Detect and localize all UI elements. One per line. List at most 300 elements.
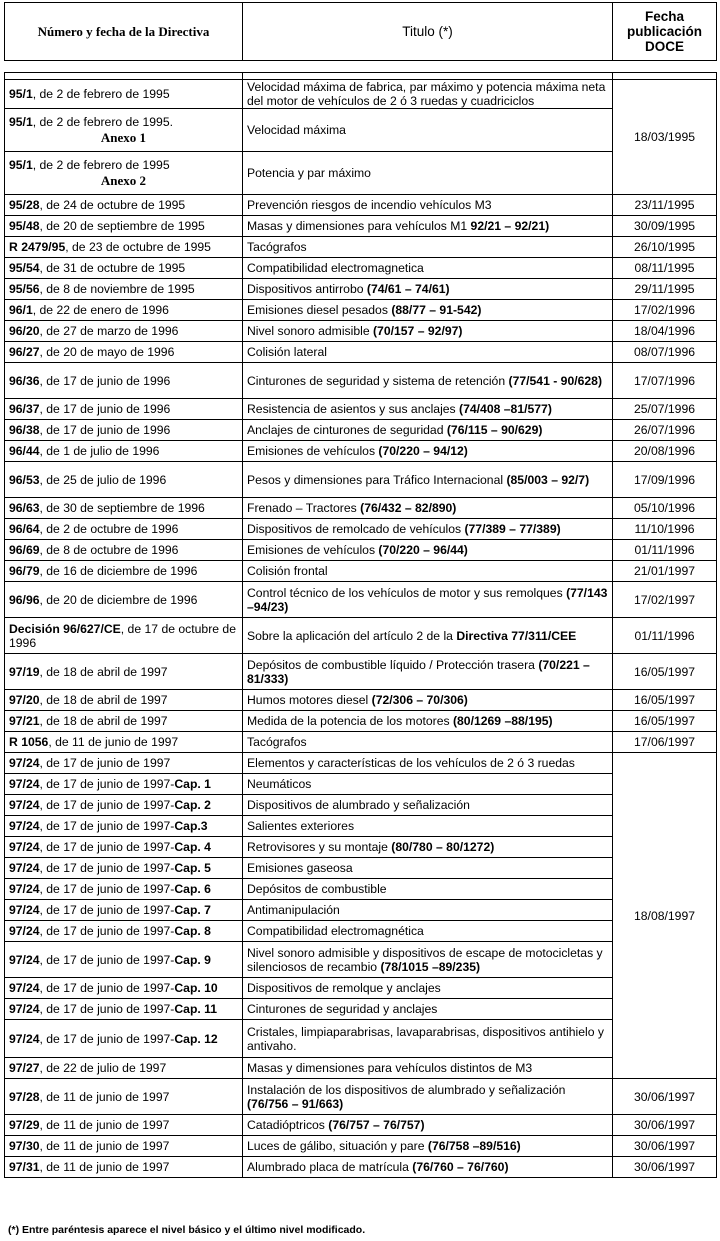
- directive-number: Cap. 6: [174, 882, 211, 896]
- directive-title-text: Elementos y características de los vehículos de 2 ó 3 ruedas: [247, 756, 575, 770]
- directive-title-cell: [243, 732, 613, 753]
- directive-title-cell: [243, 774, 613, 795]
- table-row: [5, 753, 717, 774]
- directive-date-text: , de 17 de junio de 1997-: [39, 1031, 175, 1046]
- directive-number: 97/27: [9, 1061, 40, 1075]
- publication-date-cell: 29/11/1995: [613, 279, 717, 300]
- directive-reference-range: (72/306 – 70/306): [371, 693, 468, 707]
- table-row: [5, 399, 717, 420]
- table-row: [5, 1020, 717, 1058]
- directives-table: [4, 72, 717, 1178]
- directive-reference-range: (70/221 – 81/333): [247, 657, 590, 686]
- directive-number-cell: [5, 732, 243, 753]
- directive-reference-range: (70/220 – 94/12): [378, 444, 468, 458]
- directive-number: 97/24: [9, 924, 40, 938]
- directive-title-cell: [243, 816, 613, 837]
- directive-date-text: , de 11 de junio de 1997: [39, 1118, 170, 1132]
- directive-date-text: , de 25 de julio de 1996: [39, 472, 167, 487]
- directive-number: 95/1: [9, 87, 33, 101]
- annex-label: Anexo 2: [100, 172, 147, 188]
- directive-number-cell: [5, 816, 243, 837]
- publication-date-cell: 26/07/1996: [613, 420, 717, 441]
- publication-date-cell: 21/01/1997: [613, 561, 717, 582]
- table-row: [5, 300, 717, 321]
- directive-date-text: , de 11 de junio de 1997: [39, 1139, 170, 1153]
- table-row: [5, 321, 717, 342]
- table-row: [5, 942, 717, 978]
- directive-number-cell: [5, 519, 243, 540]
- directive-date-text: , de 17 de junio de 1997-: [39, 924, 175, 938]
- directive-reference-range: (80/1269 –88/195): [452, 714, 553, 728]
- publication-date-cell: 17/02/1997: [613, 582, 717, 618]
- directive-date-text: , de 17 de octubre de 1996: [9, 621, 236, 650]
- directive-title-cell: [243, 80, 613, 109]
- directive-number: 96/96: [9, 592, 40, 607]
- directive-reference-range: (77/541 - 90/628): [508, 373, 603, 388]
- directive-date-text: , de 17 de junio de 1997-: [39, 952, 175, 967]
- directive-title-cell: [243, 978, 613, 999]
- directive-title-cell: [243, 561, 613, 582]
- table-row: [5, 342, 717, 363]
- directive-title-text: Salientes exteriores: [247, 819, 355, 833]
- directive-title-text: Antimanipulación: [247, 903, 340, 917]
- column-header-title: Titulo (*): [243, 3, 613, 61]
- table-row: [5, 654, 717, 690]
- directive-title-cell: [243, 618, 613, 654]
- directive-number: 96/37: [9, 402, 40, 416]
- directive-number: 97/28: [9, 1089, 40, 1104]
- directive-date-text: , de 2 de febrero de 1995: [32, 87, 170, 101]
- directive-title-cell: [243, 300, 613, 321]
- directive-title-text: Depósitos de combustible: [247, 882, 387, 896]
- directive-title-text: Masas y dimensiones para vehículos distintos de M3: [247, 1061, 533, 1075]
- table-row: [5, 80, 717, 109]
- directive-number: Cap. 9: [174, 952, 211, 967]
- directive-title-text: Humos motores diesel: [247, 693, 372, 707]
- table-row: [5, 582, 717, 618]
- directive-title-cell: [243, 420, 613, 441]
- directive-number: 96/20: [9, 324, 40, 338]
- directive-number: 96/44: [9, 444, 40, 458]
- directive-date-text: , de 11 de junio de 1997: [39, 1089, 170, 1104]
- publication-date-cell: 08/11/1995: [613, 258, 717, 279]
- publication-date-cell: 01/11/1996: [613, 540, 717, 561]
- directive-date-text: , de 8 de noviembre de 1995: [39, 282, 195, 296]
- publication-date-cell: 30/09/1995: [613, 216, 717, 237]
- table-row: [5, 774, 717, 795]
- directive-number: 97/24: [9, 1002, 40, 1016]
- directive-number: 97/24: [9, 981, 40, 995]
- directive-title-cell: [243, 654, 613, 690]
- directive-number: 97/24: [9, 1031, 40, 1046]
- column-header-publication-date: [613, 3, 717, 61]
- directive-date-text: , de 17 de junio de 1997-: [39, 882, 175, 896]
- directive-title-text: Colisión frontal: [247, 564, 328, 578]
- directive-number: Cap.3: [174, 819, 208, 833]
- publication-date-cell: 20/08/1996: [613, 441, 717, 462]
- directive-title-text: Frenado – Tractores: [247, 501, 361, 515]
- table-row: [5, 441, 717, 462]
- directive-number-cell: [5, 300, 243, 321]
- directive-title-cell: [243, 711, 613, 732]
- directive-number-cell: [5, 921, 243, 942]
- publication-date-cell: 16/05/1997: [613, 711, 717, 732]
- footnote: (*) Entre paréntesis aparece el nivel básico y el último nivel modificado.: [8, 1224, 366, 1236]
- directive-title-cell: [243, 1020, 613, 1058]
- directive-number: 97/24: [9, 903, 40, 917]
- publication-date-cell: 18/08/1997: [613, 753, 717, 1079]
- directive-title-cell: [243, 942, 613, 978]
- directive-date-text: , de 17 de junio de 1997-: [39, 819, 175, 833]
- table-row: [5, 978, 717, 999]
- directive-number: 95/54: [9, 261, 40, 275]
- table-row: [5, 109, 717, 152]
- directive-number: 96/53: [9, 472, 40, 487]
- directive-number-cell: [5, 978, 243, 999]
- directive-number-cell: [5, 690, 243, 711]
- directive-date-text: , de 20 de mayo de 1996: [39, 345, 175, 359]
- directive-title-cell: [243, 363, 613, 399]
- directive-date-text: , de 30 de septiembre de 1996: [39, 501, 205, 515]
- directive-number: 96/63: [9, 501, 40, 515]
- publication-date-cell: 25/07/1996: [613, 399, 717, 420]
- directive-number-cell: [5, 582, 243, 618]
- publication-date-cell: 30/06/1997: [613, 1115, 717, 1136]
- directive-title-cell: [243, 795, 613, 816]
- directive-title-text: Luces de gálibo, situación y pare: [247, 1139, 428, 1153]
- directive-reference-range: (76/756 – 91/663): [247, 1096, 344, 1111]
- directive-number-cell: [5, 753, 243, 774]
- directive-reference-range: (76/758 –89/516): [427, 1139, 521, 1153]
- directive-title-cell: [243, 858, 613, 879]
- table-row: [5, 561, 717, 582]
- directive-date-text: , de 8 de octubre de 1996: [39, 543, 179, 557]
- directive-number-cell: [5, 795, 243, 816]
- table-row: [5, 1115, 717, 1136]
- directive-date-text: , de 17 de junio de 1996: [39, 373, 171, 388]
- publication-date-cell: 16/05/1997: [613, 690, 717, 711]
- directive-title-text: Dispositivos antirrobo: [247, 282, 367, 296]
- directive-date-text: , de 18 de abril de 1997: [39, 714, 168, 728]
- directive-date-text: , de 17 de junio de 1996: [39, 423, 171, 437]
- directive-number-cell: [5, 1157, 243, 1178]
- table-row: [5, 690, 717, 711]
- directive-number-cell: [5, 837, 243, 858]
- directive-number-cell: [5, 540, 243, 561]
- directive-title-text: Medida de la potencia de los motores: [247, 714, 453, 728]
- directive-number-cell: [5, 152, 243, 195]
- directive-title-cell: [243, 152, 613, 195]
- directive-title-cell: [243, 441, 613, 462]
- column-header-publication-date-line2: publicación: [626, 24, 702, 39]
- directive-number: 97/24: [9, 840, 40, 854]
- directive-title-cell: [243, 690, 613, 711]
- table-row: [5, 498, 717, 519]
- directive-date-text: , de 18 de abril de 1997: [39, 664, 168, 679]
- directive-title-text: Anclajes de cinturones de seguridad: [247, 423, 447, 437]
- directive-reference-range: (74/61 – 74/61): [366, 282, 450, 296]
- directive-title-text: Emisiones diesel pesados: [247, 303, 392, 317]
- directive-title-cell: [243, 1136, 613, 1157]
- directive-number: 96/79: [9, 564, 40, 578]
- directive-title-cell: [243, 921, 613, 942]
- directive-number: Cap. 7: [174, 903, 211, 917]
- table-row: [5, 1079, 717, 1115]
- directive-date-text: , de 11 de junio de 1997: [48, 735, 179, 749]
- directive-date-text: , de 16 de diciembre de 1996: [39, 564, 198, 578]
- directive-reference-range: (78/1015 –89/235): [380, 959, 481, 974]
- table-row: [5, 858, 717, 879]
- publication-date-cell: 30/06/1997: [613, 1157, 717, 1178]
- column-header-publication-date-line1: Fecha: [644, 9, 685, 24]
- directive-title-text: Velocidad máxima de fabrica, par máximo y potencia máxima neta del motor de vehículos de 2 ó 3 ruedas y cuadriciclos: [247, 80, 606, 108]
- directive-reference-range: (70/220 – 96/44): [378, 543, 468, 557]
- directive-title-cell: [243, 399, 613, 420]
- directive-number: 97/19: [9, 664, 40, 679]
- column-header-publication-date-line3: DOCE: [644, 39, 684, 54]
- directive-reference-range: (76/757 – 76/757): [328, 1118, 425, 1132]
- directive-date-text: , de 23 de octubre de 1995: [65, 240, 211, 254]
- annex-label: Anexo 1: [100, 129, 147, 145]
- directive-number: 96/38: [9, 423, 40, 437]
- directive-number-cell: [5, 1058, 243, 1079]
- directive-title-cell: [243, 216, 613, 237]
- directive-title-cell: [243, 519, 613, 540]
- directive-number: 96/36: [9, 373, 40, 388]
- directive-number: Cap. 8: [174, 924, 211, 938]
- directive-date-text: , de 17 de junio de 1997-: [39, 1002, 175, 1016]
- directive-number-cell: [5, 618, 243, 654]
- directive-date-text: , de 17 de junio de 1997-: [39, 861, 175, 875]
- table-row: [5, 618, 717, 654]
- directive-title-cell: [243, 498, 613, 519]
- directive-date-text: , de 22 de julio de 1997: [39, 1061, 167, 1075]
- directive-date-text: , de 2 de febrero de 1995.: [32, 114, 173, 129]
- directive-title-text: Dispositivos de remolcado de vehículos: [247, 522, 465, 536]
- directive-number: Cap. 5: [174, 861, 211, 875]
- directive-title-text: Resistencia de asientos y sus anclajes: [247, 402, 460, 416]
- directive-number: 96/69: [9, 543, 40, 557]
- directive-title-text: Tacógrafos: [247, 735, 307, 749]
- directive-title-cell: [243, 279, 613, 300]
- directive-title-cell: [243, 342, 613, 363]
- table-row: [5, 711, 717, 732]
- directive-number: Cap. 4: [174, 840, 211, 854]
- directive-number-cell: [5, 399, 243, 420]
- table-row: [5, 921, 717, 942]
- directive-number-cell: [5, 420, 243, 441]
- directive-title-cell: [243, 1058, 613, 1079]
- directive-date-text: , de 22 de enero de 1996: [32, 303, 169, 317]
- directive-number: 97/24: [9, 882, 40, 896]
- directive-number: 96/1: [9, 303, 33, 317]
- directive-title-cell: [243, 258, 613, 279]
- directive-date-text: , de 17 de junio de 1997-: [39, 840, 175, 854]
- directive-title-text: Emisiones gaseosa: [247, 861, 353, 875]
- directive-number-cell: [5, 561, 243, 582]
- directive-number: Cap. 2: [174, 798, 211, 812]
- directive-title-text: Masas y dimensiones para vehículos M1: [247, 219, 471, 233]
- table-row: [5, 195, 717, 216]
- directive-number: 95/56: [9, 282, 40, 296]
- directive-number: R 1056: [9, 735, 49, 749]
- directive-number: 95/1: [9, 114, 33, 129]
- publication-date-cell: 05/10/1996: [613, 498, 717, 519]
- directive-reference-range: (76/115 – 90/629): [446, 423, 543, 437]
- directive-number: 95/1: [9, 157, 33, 172]
- table-row: [5, 1157, 717, 1178]
- publication-date-cell: 01/11/1996: [613, 618, 717, 654]
- table-row: [5, 279, 717, 300]
- directive-title-text: Colisión lateral: [247, 345, 327, 359]
- directive-number: 97/24: [9, 756, 40, 770]
- directive-number: Decisión 96/627/CE: [9, 621, 121, 636]
- directive-reference-range: (85/003 – 92/7): [506, 472, 590, 487]
- directive-title-text: Retrovisores y su montaje: [247, 840, 392, 854]
- directive-number: 97/29: [9, 1118, 40, 1132]
- directive-reference-range: (74/408 –81/577): [459, 402, 552, 416]
- directive-reference-range: (88/77 – 91-542): [391, 303, 482, 317]
- table-row: [5, 1058, 717, 1079]
- column-header-number-date: Número y fecha de la Directiva: [5, 3, 243, 61]
- publication-date-cell: 23/11/1995: [613, 195, 717, 216]
- table-row: [5, 152, 717, 195]
- directive-number-cell: [5, 858, 243, 879]
- directive-number-cell: [5, 109, 243, 152]
- directive-date-text: , de 17 de junio de 1997-: [39, 777, 175, 791]
- directive-date-text: , de 24 de octubre de 1995: [39, 198, 186, 212]
- directive-date-text: , de 2 de febrero de 1995: [32, 157, 170, 172]
- directive-date-text: , de 20 de diciembre de 1996: [39, 592, 198, 607]
- directive-date-text: , de 1 de julio de 1996: [39, 444, 160, 458]
- directive-title-text: Alumbrado placa de matrícula: [247, 1160, 413, 1174]
- table-row: [5, 420, 717, 441]
- directive-reference-range: (77/389 – 77/389): [464, 522, 561, 536]
- publication-date-cell: 17/07/1996: [613, 363, 717, 399]
- directive-title-cell: [243, 753, 613, 774]
- directive-reference-range: (70/157 – 92/97): [373, 324, 463, 338]
- directive-date-text: , de 17 de junio de 1997-: [39, 798, 175, 812]
- directive-number: 97/30: [9, 1139, 40, 1153]
- directive-number: 97/24: [9, 777, 40, 791]
- directive-reference-range: Directiva 77/311/CEE: [456, 628, 577, 643]
- directive-title-cell: [243, 1115, 613, 1136]
- directive-date-text: , de 20 de septiembre de 1995: [39, 219, 205, 233]
- table-row: [5, 795, 717, 816]
- directive-number: Cap. 11: [174, 1002, 218, 1016]
- publication-date-cell: 17/02/1996: [613, 300, 717, 321]
- table-row: [5, 216, 717, 237]
- directive-title-text: Dispositivos de alumbrado y señalización: [247, 798, 470, 812]
- directive-title-cell: [243, 999, 613, 1020]
- directive-reference-range: (76/432 – 82/890): [360, 501, 457, 515]
- publication-date-cell: 30/06/1997: [613, 1136, 717, 1157]
- directive-date-text: , de 31 de octubre de 1995: [39, 261, 186, 275]
- directive-title-cell: [243, 1157, 613, 1178]
- directive-title-text: Prevención riesgos de incendio vehículos M3: [247, 198, 492, 212]
- table-row: [5, 363, 717, 399]
- directive-title-text: Nivel sonoro admisible: [247, 324, 373, 338]
- directive-number-cell: [5, 999, 243, 1020]
- table-header: [4, 2, 717, 61]
- directive-date-text: , de 11 de junio de 1997: [39, 1160, 170, 1174]
- directive-number: 97/20: [9, 693, 40, 707]
- table-row: [5, 732, 717, 753]
- directive-number-cell: [5, 711, 243, 732]
- directive-title-text: Sobre la aplicación del artículo 2 de la: [247, 628, 457, 643]
- directive-number: 97/24: [9, 952, 40, 967]
- directive-date-text: , de 17 de junio de 1996: [39, 402, 171, 416]
- table-row: [5, 462, 717, 498]
- table-row: [5, 1136, 717, 1157]
- directive-title-text: Instalación de los dispositivos de alumbrado y señalización: [247, 1082, 566, 1097]
- directive-number: Cap. 1: [174, 777, 211, 791]
- directive-title-text: Compatibilidad electromagnetica: [247, 261, 424, 275]
- table-row: [5, 258, 717, 279]
- directive-title-cell: [243, 1079, 613, 1115]
- directive-title-text: Tacógrafos: [247, 240, 307, 254]
- publication-date-cell: 26/10/1995: [613, 237, 717, 258]
- directive-title-text: Compatibilidad electromagnética: [247, 924, 424, 938]
- directive-number-cell: [5, 363, 243, 399]
- directive-date-text: , de 18 de abril de 1997: [39, 693, 168, 707]
- directive-number: 97/21: [9, 714, 40, 728]
- directive-title-cell: [243, 582, 613, 618]
- directive-title-text: Dispositivos de remolque y anclajes: [247, 981, 441, 995]
- table-row: [5, 879, 717, 900]
- directive-number: 95/28: [9, 198, 40, 212]
- directive-number: 96/64: [9, 522, 40, 536]
- directive-title-text: Control técnico de los vehículos de motor y sus remolques: [247, 585, 567, 600]
- directive-number-cell: [5, 237, 243, 258]
- directive-title-cell: [243, 195, 613, 216]
- directive-title-text: Catadióptricos: [247, 1118, 329, 1132]
- table-row: [5, 816, 717, 837]
- directive-number: 97/24: [9, 798, 40, 812]
- directive-number: 96/27: [9, 345, 40, 359]
- directive-date-text: , de 17 de junio de 1997-: [39, 903, 175, 917]
- directive-title-text: Pesos y dimensiones para Tráfico Internacional: [247, 472, 507, 487]
- directive-number: 97/31: [9, 1160, 40, 1174]
- directive-date-text: , de 17 de junio de 1997-: [39, 981, 175, 995]
- table-spacer-row: [5, 73, 717, 80]
- directive-date-text: , de 2 de octubre de 1996: [39, 522, 179, 536]
- publication-date-cell: 18/03/1995: [613, 80, 717, 195]
- directive-title-cell: [243, 109, 613, 152]
- table-row: [5, 519, 717, 540]
- directive-reference-range: (80/780 – 80/1272): [391, 840, 495, 854]
- directive-number-cell: [5, 1079, 243, 1115]
- directive-title-cell: [243, 900, 613, 921]
- directive-number-cell: [5, 321, 243, 342]
- publication-date-cell: 08/07/1996: [613, 342, 717, 363]
- directive-title-text: Velocidad máxima: [247, 123, 346, 137]
- directive-title-cell: [243, 540, 613, 561]
- directive-title-text: Nivel sonoro admisible y dispositivos de escape de motocicletas y silenciosos de recambio: [247, 945, 603, 974]
- directive-number-cell: [5, 774, 243, 795]
- directive-number-cell: [5, 80, 243, 109]
- directive-title-text: Emisiones de vehículos: [247, 543, 379, 557]
- directive-reference-range: (77/143 –94/23): [247, 585, 608, 614]
- directive-number-cell: [5, 462, 243, 498]
- directive-title-text: Cinturones de seguridad y sistema de retención: [247, 373, 509, 388]
- publication-date-cell: 30/06/1997: [613, 1079, 717, 1115]
- directive-title-cell: [243, 321, 613, 342]
- directive-reference-range: (76/760 – 76/760): [412, 1160, 509, 1174]
- publication-date-cell: 11/10/1996: [613, 519, 717, 540]
- directive-number-cell: [5, 942, 243, 978]
- table-row: [5, 900, 717, 921]
